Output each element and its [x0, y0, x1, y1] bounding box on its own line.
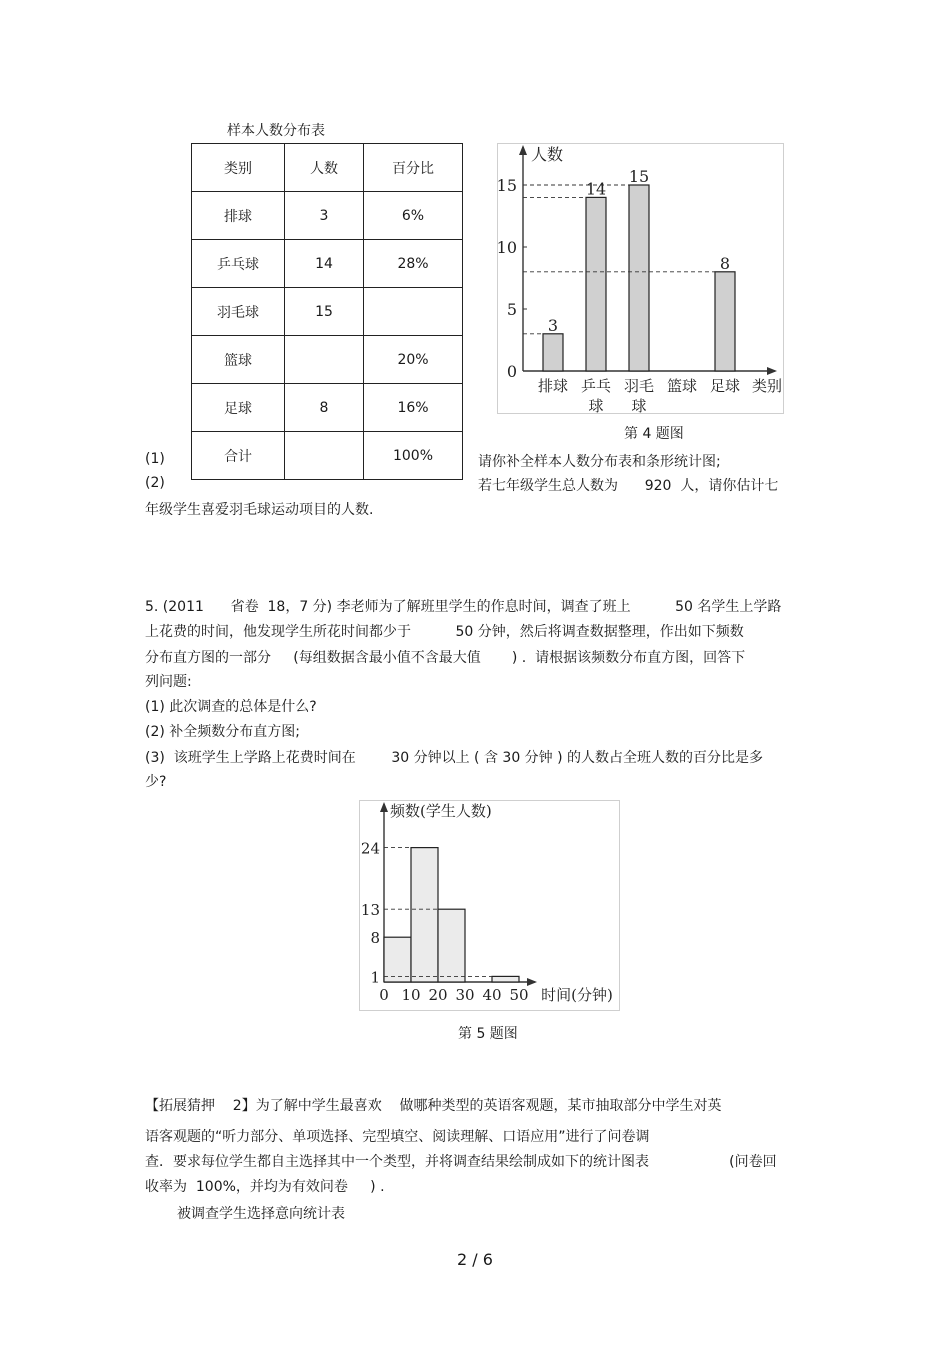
x-tick-label: 30 — [455, 986, 475, 1004]
data-label: 14 — [585, 179, 607, 199]
category-label: 乒乓 — [580, 377, 612, 395]
x-tick-label: 40 — [482, 986, 502, 1004]
table-header-cell: 百分比 — [364, 144, 463, 192]
bar — [543, 334, 563, 371]
table-cell: 羽毛球 — [192, 288, 285, 336]
y-axis-label: 频数(学生人数) — [390, 802, 492, 820]
x-axis-label: 时间(分钟) — [541, 986, 613, 1004]
histogram-q5 — [359, 800, 621, 1012]
table-cell: 100% — [364, 432, 463, 480]
table-cell: 8 — [285, 384, 364, 432]
bar-chart-q4 — [497, 143, 785, 415]
table-cell: 28% — [364, 240, 463, 288]
y-tick-label: 1 — [370, 968, 380, 987]
sample-distribution-table — [191, 143, 463, 480]
histogram-bar — [438, 909, 465, 982]
ext-line: 语客观题的“听力部分、单项选择、完型填空、阅读理解、口语应用”进行了问卷调 — [145, 1129, 650, 1145]
table-row — [192, 432, 463, 480]
table-row — [192, 384, 463, 432]
ext-line: 【拓展猜押 2】为了解中学生最喜欢 做哪种类型的英语客观题，某市抽取部分中学生对英 — [145, 1098, 722, 1114]
item-number-1: (1) — [145, 451, 165, 467]
table-cell: 6% — [364, 192, 463, 240]
category-label: 球 — [631, 397, 647, 415]
y-tick-label: 10 — [497, 238, 517, 257]
category-label: 球 — [588, 397, 604, 415]
histogram-bar — [384, 937, 411, 982]
y-tick-label: 15 — [497, 176, 517, 195]
table-cell — [364, 288, 463, 336]
bar — [715, 272, 735, 371]
y-tick-label: 8 — [370, 929, 380, 948]
data-label: 8 — [719, 253, 731, 273]
q5-line: 分布直方图的一部分 (每组数据含最小值不含最大值 ) . 请根据该频数分布直方图，回答下 — [145, 650, 746, 666]
x-axis-label: 类别 — [751, 377, 783, 395]
item-number-2: (2) — [145, 475, 165, 491]
q5-line: 5. (2011 省卷 18，7 分) 李老师为了解班里学生的作息时间，调查了班上 50 名学生上学路 — [145, 599, 782, 615]
category-label: 足球 — [709, 377, 741, 395]
chart-caption-q4: 第 4 题图 — [624, 426, 684, 442]
table-title: 样本人数分布表 — [227, 123, 325, 139]
table-header-row — [192, 144, 463, 192]
category-label: 羽毛 — [623, 377, 655, 395]
category-label: 篮球 — [666, 377, 698, 395]
ext-line: 收率为 100%，并均为有效问卷 ) . — [145, 1179, 385, 1195]
item-text-2: 若七年级学生总人数为 920 人，请你估计七 — [478, 478, 779, 494]
bar — [586, 197, 606, 371]
table-cell: 16% — [364, 384, 463, 432]
y-tick-label: 0 — [506, 362, 517, 381]
x-tick-label: 10 — [401, 986, 421, 1004]
item-text-2-cont: 年级学生喜爱羽毛球运动项目的人数. — [145, 502, 374, 518]
bar — [629, 185, 649, 371]
table-cell: 14 — [285, 240, 364, 288]
survey-table-title: 被调查学生选择意向统计表 — [177, 1206, 345, 1222]
table-row — [192, 336, 463, 384]
q5-line: (2) 补全频数分布直方图; — [145, 724, 300, 740]
table-header-cell: 类别 — [192, 144, 285, 192]
table-cell: 足球 — [192, 384, 285, 432]
table-row — [192, 240, 463, 288]
page-number: 2 / 6 — [457, 1250, 493, 1269]
table-cell: 3 — [285, 192, 364, 240]
histogram-bar — [411, 848, 438, 982]
table-cell: 乒乓球 — [192, 240, 285, 288]
item-text-1: 请你补全样本人数分布表和条形统计图; — [478, 454, 721, 470]
category-label: 排球 — [537, 377, 569, 395]
chart-caption-q5: 第 5 题图 — [458, 1026, 518, 1042]
q5-line: 少? — [145, 774, 167, 790]
q5-line: 上花费的时间，他发现学生所花时间都少于 50 分钟，然后将调查数据整理，作出如下频数 — [145, 624, 744, 640]
x-tick-label: 20 — [428, 986, 448, 1004]
ext-line: 查．要求每位学生都自主选择其中一个类型，并将调查结果绘制成如下的统计图表 (问卷回 — [145, 1154, 777, 1170]
table-row — [192, 288, 463, 336]
table-header-cell: 人数 — [285, 144, 364, 192]
q5-line: (3) 该班学生上学路上花费时间在 30 分钟以上 ( 含 30 分钟 ) 的人数占全班人数的百分比是多 — [145, 750, 764, 766]
table-cell — [285, 336, 364, 384]
y-tick-label: 24 — [360, 839, 380, 858]
q5-line: 列问题: — [145, 674, 192, 690]
table-cell: 合计 — [192, 432, 285, 480]
q5-line: (1) 此次调查的总体是什么? — [145, 699, 317, 715]
data-label: 3 — [547, 315, 559, 335]
x-tick-label: 0 — [379, 986, 389, 1004]
table-cell: 排球 — [192, 192, 285, 240]
y-tick-label: 13 — [360, 901, 380, 920]
table-row — [192, 192, 463, 240]
data-label: 15 — [628, 167, 650, 186]
table-cell: 篮球 — [192, 336, 285, 384]
table-cell — [285, 432, 364, 480]
histogram-bar — [492, 976, 519, 982]
x-tick-label: 50 — [509, 986, 529, 1004]
table-cell: 15 — [285, 288, 364, 336]
table-cell: 20% — [364, 336, 463, 384]
y-axis-label: 人数 — [531, 145, 564, 164]
y-tick-label: 5 — [506, 300, 517, 319]
